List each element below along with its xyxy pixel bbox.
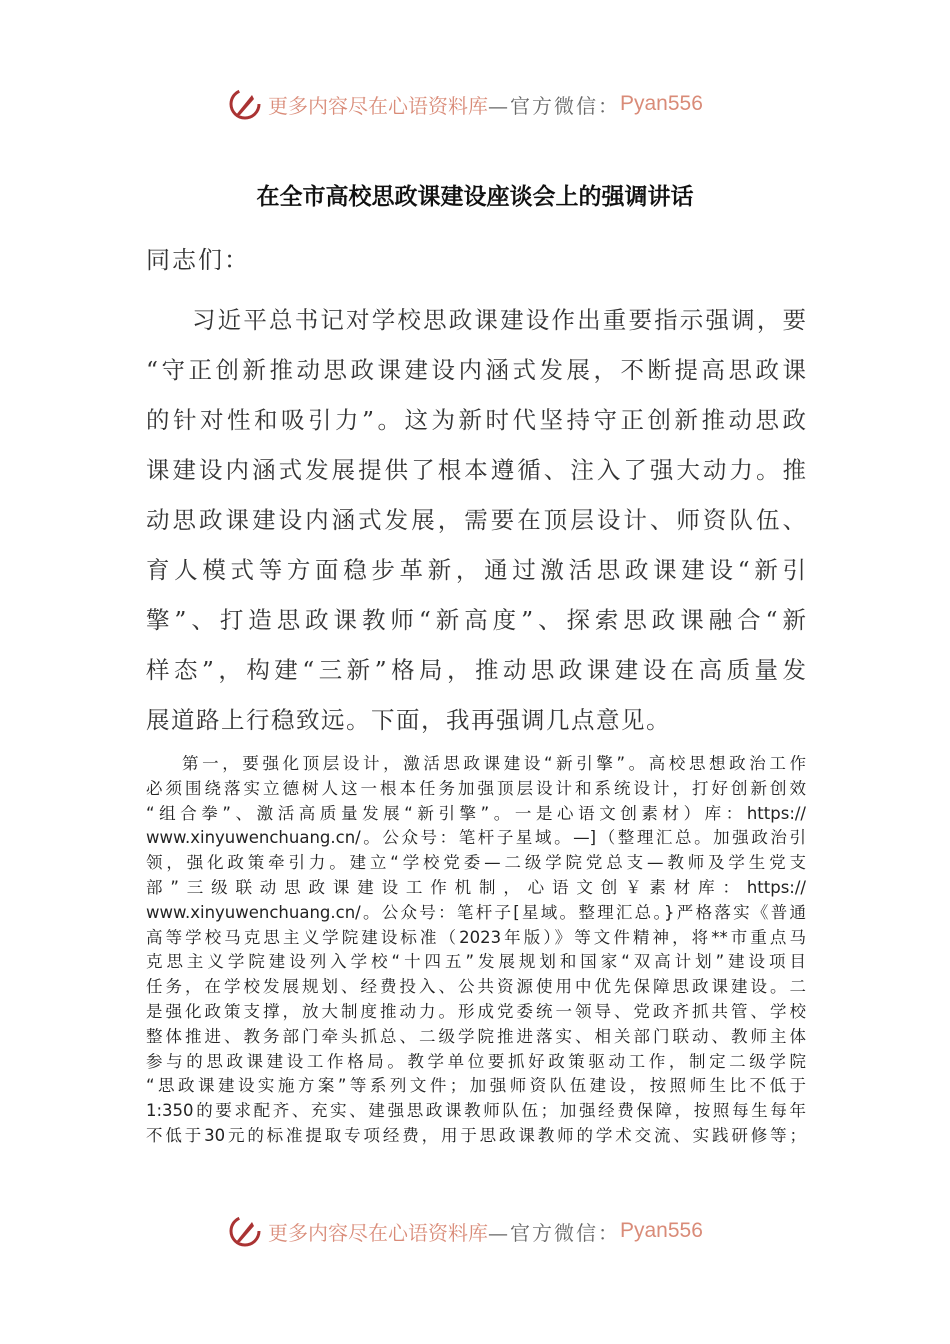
text-line: 样态”，构建“三新”格局，推动思政课建设在高质量发	[146, 656, 806, 684]
banner-text: 更多内容尽在心语资料库	[268, 1220, 488, 1245]
quill-logo-icon	[228, 1214, 262, 1248]
text-line: 动思政课建设内涵式发展，需要在顶层设计、师资队伍、	[146, 506, 806, 534]
quill-logo-icon	[228, 87, 262, 121]
text-line: 领，强化政策牵引力。建立“学校党委—二级学院党总支—教师及学生党支	[146, 853, 806, 873]
banner-text: 更多内容尽在心语资料库	[268, 93, 488, 118]
watermark-banner-top	[228, 84, 728, 124]
body-paragraph	[146, 752, 806, 1149]
banner-wechat-id: Pyan556	[620, 92, 703, 115]
watermark-banner-bottom	[228, 1211, 728, 1251]
text-line: www.xinyuwenchuang.cn/。公众号：笔杆子星域。—]（整理汇总。加强政治引	[146, 828, 806, 848]
text-line: 是强化政策支撑，放大制度推动力。形成党委统一领导、党政齐抓共管、学校	[146, 1001, 806, 1021]
text-line: 任务，在学校发展规划、经费投入、公共资源使用中优先保障思政课建设。二	[146, 977, 806, 997]
banner-wechat-label: —官方微信：	[488, 1220, 620, 1245]
document-title: 在全市高校思政课建设座谈会上的强调讲话	[256, 184, 694, 210]
text-line: “思政课建设实施方案”等系列文件；加强师资队伍建设，按照师生比不低于	[146, 1076, 806, 1096]
text-line: 的针对性和吸引力”。这为新时代坚持守正创新推动思政	[146, 406, 806, 434]
banner-wechat-label: —官方微信：	[488, 93, 620, 118]
text-line: 第一，要强化顶层设计，激活思政课建设“新引擎”。高校思想政治工作	[182, 754, 806, 773]
text-line: 习近平总书记对学校思政课建设作出重要指示强调，要	[192, 306, 806, 334]
text-line: 擎”、打造思政课教师“新高度”、探索思政课融合“新	[146, 606, 806, 634]
text-line: 1:350的要求配齐、充实、建强思政课教师队伍；加强经费保障，按照每生每年	[146, 1101, 806, 1121]
text-line: “组合拳”、激活高质量发展“新引擎”。一是心语文创素材）库：https://	[146, 803, 806, 823]
text-line: 必须围绕落实立德树人这一根本任务加强顶层设计和系统设计，打好创新创效	[146, 778, 806, 798]
text-line: 育人模式等方面稳步革新，通过激活思政课建设“新引	[146, 556, 806, 584]
text-line: 课建设内涵式发展提供了根本遵循、注入了强大动力。推	[146, 456, 806, 484]
text-line: 展道路上行稳致远。下面，我再强调几点意见。	[146, 706, 671, 734]
text-line: www.xinyuwenchuang.cn/。公众号：笔杆子[星域。整理汇总。}严格落实《普通	[146, 902, 806, 922]
text-line: “守正创新推动思政课建设内涵式发展，不断提高思政课	[146, 356, 806, 384]
text-line: 整体推进、教务部门牵头抓总、二级学院推进落实、相关部门联动、教师主体	[146, 1026, 806, 1046]
text-line: 部”三级联动思政课建设工作机制，心语文创￥素材库：https://	[146, 877, 806, 897]
text-line: 不低于30元的标准提取专项经费，用于思政课教师的学术交流、实践研修等；	[146, 1125, 806, 1145]
banner-wechat-id: Pyan556	[620, 1219, 703, 1242]
text-line: 参与的思政课建设工作格局。教学单位要抓好政策驱动工作，制定二级学院	[146, 1051, 806, 1071]
intro-paragraph	[146, 295, 806, 745]
greeting: 同志们：	[146, 246, 250, 274]
text-line: 克思主义学院建设列入学校“十四五”发展规划和国家“双高计划”建设项目	[146, 952, 806, 972]
text-line: 高等学校马克思主义学院建设标准（2023年版）》等文件精神，将**市重点马	[146, 927, 806, 947]
